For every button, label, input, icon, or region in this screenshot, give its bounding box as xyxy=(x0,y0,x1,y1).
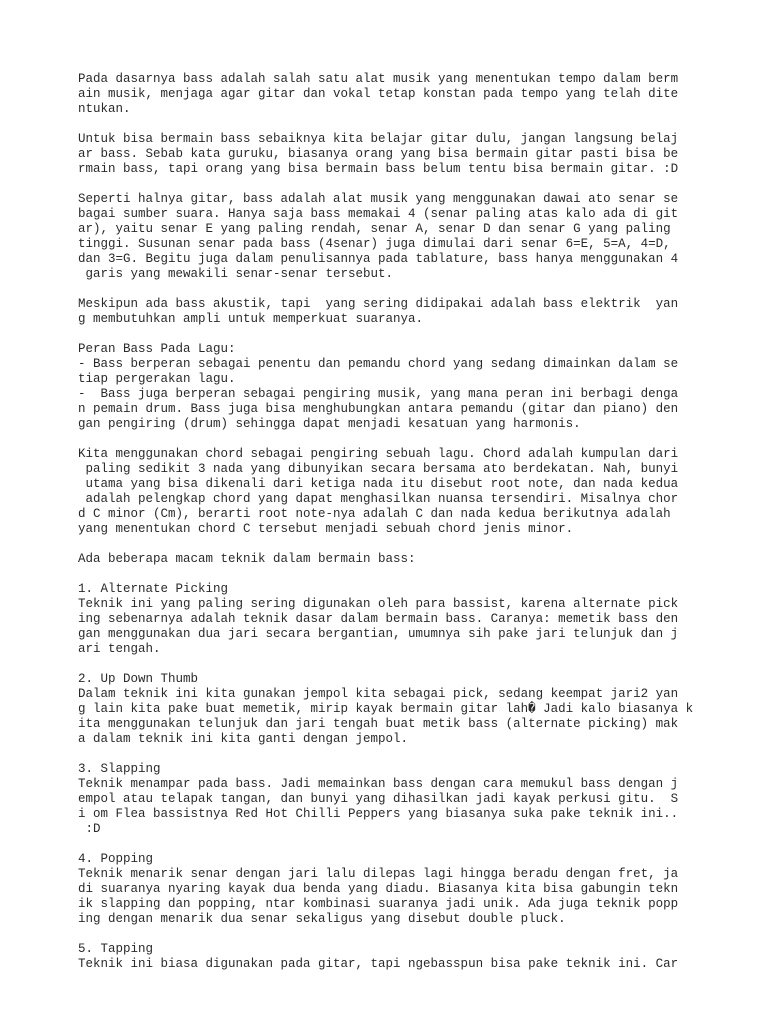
text-line: a dalam teknik ini kita ganti dengan jempol. xyxy=(78,732,409,746)
paragraph xyxy=(78,672,718,747)
text-line: g membutuhkan ampli untuk memperkuat suaranya. xyxy=(78,312,424,326)
text-line: Seperti halnya gitar, bass adalah alat musik yang menggunakan dawai ato senar se xyxy=(78,192,679,206)
text-line: Ada beberapa macam teknik dalam bermain bass: xyxy=(78,552,416,566)
text-line: ita menggunakan telunjuk dan jari tengah buat metik bass (alternate picking) mak xyxy=(78,717,679,731)
text-line: Untuk bisa bermain bass sebaiknya kita belajar gitar dulu, jangan langsung belaj xyxy=(78,132,679,146)
text-line: d C minor (Cm), berarti root note-nya adalah C dan nada kedua berikutnya adalah xyxy=(78,507,671,521)
text-line: ar), yaitu senar E yang paling rendah, senar A, senar D dan senar G yang paling xyxy=(78,222,671,236)
text-line: Teknik menampar pada bass. Jadi memainkan bass dengan cara memukul bass dengan j xyxy=(78,777,679,791)
text-line: ik slapping dan popping, ntar kombinasi suaranya jadi unik. Ada juga teknik popp xyxy=(78,897,679,911)
paragraph xyxy=(78,762,718,837)
text-line: bagai sumber suara. Hanya saja bass memakai 4 (senar paling atas kalo ada di git xyxy=(78,207,679,221)
text-line: Teknik ini biasa digunakan pada gitar, tapi ngebasspun bisa pake teknik ini. Car xyxy=(78,957,679,971)
text-line: Meskipun ada bass akustik, tapi yang sering didipakai adalah bass elektrik yan xyxy=(78,297,679,311)
text-line: - Bass berperan sebagai penentu dan pemandu chord yang sedang dimainkan dalam se xyxy=(78,357,679,371)
text-line: ntukan. xyxy=(78,102,131,116)
text-line: empol atau telapak tangan, dan bunyi yang dihasilkan jadi kayak perkusi gitu. S xyxy=(78,792,679,806)
paragraph xyxy=(78,72,718,117)
paragraph xyxy=(78,447,718,537)
text-line: di suaranya nyaring kayak dua benda yang diadu. Biasanya kita bisa gabungin tekn xyxy=(78,882,679,896)
text-line: 5. Tapping xyxy=(78,942,154,956)
text-line: tinggi. Susunan senar pada bass (4senar) juga dimulai dari senar 6=E, 5=A, 4=D, xyxy=(78,237,671,251)
text-line: dan 3=G. Begitu juga dalam penulisannya pada tablature, bass hanya menggunakan 4 xyxy=(78,252,679,266)
text-line: yang menentukan chord C tersebut menjadi sebuah chord jenis minor. xyxy=(78,522,574,536)
paragraph xyxy=(78,852,718,927)
text-line: n pemain drum. Bass juga bisa menghubungkan antara pemandu (gitar dan piano) den xyxy=(78,402,679,416)
text-line: ain musik, menjaga agar gitar dan vokal tetap konstan pada tempo yang telah dite xyxy=(78,87,679,101)
paragraph xyxy=(78,342,718,432)
paragraph xyxy=(78,132,718,177)
text-line: - Bass juga berperan sebagai pengiring musik, yang mana peran ini berbagi denga xyxy=(78,387,679,401)
text-line: Pada dasarnya bass adalah salah satu alat musik yang menentukan tempo dalam berm xyxy=(78,72,679,86)
text-line: 3. Slapping xyxy=(78,762,161,776)
text-line: gan menggunakan dua jari secara bergantian, umumnya sih pake jari telunjuk dan j xyxy=(78,627,679,641)
text-line: paling sedikit 3 nada yang dibunyikan secara bersama ato berdekatan. Nah, bunyi xyxy=(78,462,679,476)
text-line: garis yang mewakili senar-senar tersebut. xyxy=(78,267,394,281)
text-line: tiap pergerakan lagu. xyxy=(78,372,236,386)
paragraph xyxy=(78,552,718,567)
text-line: Kita menggunakan chord sebagai pengiring sebuah lagu. Chord adalah kumpulan dari xyxy=(78,447,679,461)
text-line: g lain kita pake buat memetik, mirip kayak bermain gitar lah� Jadi kalo biasanya k xyxy=(78,702,694,716)
text-line: gan pengiring (drum) sehingga dapat menjadi kesatuan yang harmonis. xyxy=(78,417,581,431)
text-line: :D xyxy=(78,822,101,836)
paragraph xyxy=(78,297,718,327)
text-line: 1. Alternate Picking xyxy=(78,582,229,596)
text-line: 4. Popping xyxy=(78,852,154,866)
text-line: Teknik menarik senar dengan jari lalu dilepas lagi hingga beradu dengan fret, ja xyxy=(78,867,679,881)
paragraph xyxy=(78,942,718,972)
text-line: ing dengan menarik dua senar sekaligus yang disebut double pluck. xyxy=(78,912,566,926)
paragraph xyxy=(78,582,718,657)
text-line: ar bass. Sebab kata guruku, biasanya orang yang bisa bermain gitar pasti bisa be xyxy=(78,147,679,161)
text-line: ari tengah. xyxy=(78,642,161,656)
text-line: Dalam teknik ini kita gunakan jempol kita sebagai pick, sedang keempat jari2 yan xyxy=(78,687,679,701)
text-line: rmain bass, tapi orang yang bisa bermain bass belum tentu bisa bermain gitar. :D xyxy=(78,162,679,176)
document-page xyxy=(78,72,718,987)
paragraph xyxy=(78,192,718,282)
text-line: adalah pelengkap chord yang dapat menghasilkan nuansa tersendiri. Misalnya chor xyxy=(78,492,679,506)
text-line: i om Flea bassistnya Red Hot Chilli Peppers yang biasanya suka pake teknik ini.. xyxy=(78,807,679,821)
text-line: Teknik ini yang paling sering digunakan oleh para bassist, karena alternate pick xyxy=(78,597,679,611)
text-line: ing sebenarnya adalah teknik dasar dalam bermain bass. Caranya: memetik bass den xyxy=(78,612,679,626)
text-line: utama yang bisa dikenali dari ketiga nada itu disebut root note, dan nada kedua xyxy=(78,477,679,491)
text-line: 2. Up Down Thumb xyxy=(78,672,199,686)
text-line: Peran Bass Pada Lagu: xyxy=(78,342,236,356)
